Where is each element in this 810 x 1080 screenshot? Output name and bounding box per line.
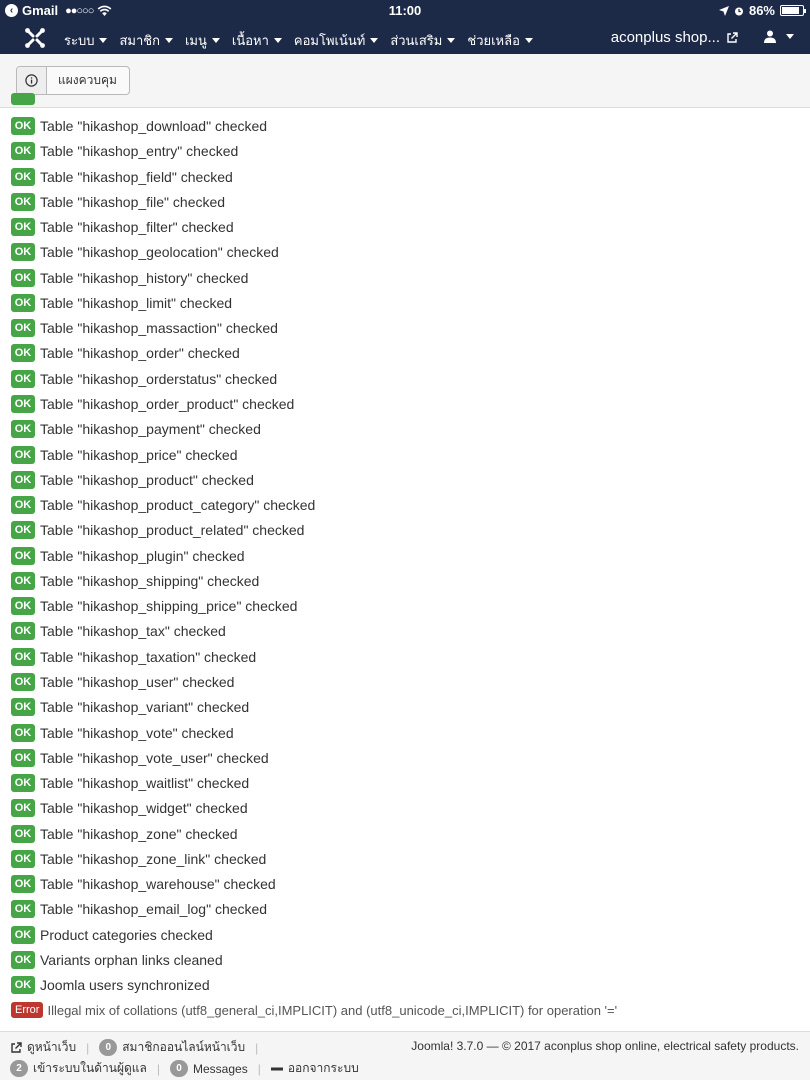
log-line	[11, 975, 210, 995]
battery-percent: 86%	[748, 3, 775, 18]
back-arrow-icon: ‹	[5, 4, 18, 17]
ok-badge	[11, 93, 35, 105]
ok-badge: OK	[11, 344, 35, 362]
log-message: Table "hikashop_field" checked	[40, 168, 233, 185]
log-line	[11, 141, 238, 161]
log-line	[11, 369, 277, 389]
log-message: Table "hikashop_shipping_price" checked	[40, 598, 298, 615]
menu-label: เนื้อหา	[231, 33, 269, 48]
caret-down-icon	[274, 38, 282, 43]
divider: |	[257, 1061, 261, 1076]
ok-badge: OK	[11, 446, 35, 464]
log-line	[11, 697, 249, 717]
ok-badge: OK	[11, 193, 35, 211]
logout-label: ออกจากระบบ	[287, 1061, 359, 1075]
log-message: Joomla users synchronized	[40, 977, 210, 994]
ok-badge: OK	[11, 825, 35, 843]
log-message: Table "hikashop_zone" checked	[40, 825, 238, 842]
menu-label: สมาชิก	[119, 33, 160, 48]
online-count-badge: 0	[99, 1039, 117, 1056]
log-message: Table "hikashop_warehouse" checked	[40, 876, 276, 893]
log-line	[11, 217, 234, 237]
log-line	[11, 419, 261, 439]
log-message: Illegal mix of collations (utf8_general_ci,IMPLICIT) and (utf8_unicode_ci,IMPLICIT) for operation '='	[47, 1002, 618, 1018]
log-message: Table "hikashop_history" checked	[40, 269, 249, 286]
ok-badge: OK	[11, 370, 35, 388]
site-link[interactable]	[611, 29, 738, 46]
joomla-logo-icon[interactable]	[24, 27, 46, 49]
view-site-label: ดูหน้าเว็บ	[27, 1040, 77, 1054]
messages-count-badge: 0	[170, 1060, 188, 1077]
log-line	[11, 318, 278, 338]
log-line	[11, 571, 259, 591]
divider: |	[156, 1061, 161, 1076]
menu-label: เมนู	[184, 33, 207, 48]
log-line	[11, 268, 248, 288]
log-message: Table "hikashop_filter" checked	[40, 219, 234, 236]
ok-badge: OK	[11, 698, 35, 716]
caret-down-icon	[525, 38, 533, 43]
log-message: Table "hikashop_price" checked	[40, 446, 238, 463]
log-message: Table "hikashop_plugin" checked	[40, 547, 245, 564]
ok-badge: OK	[11, 319, 35, 337]
log-message: Table "hikashop_vote_user" checked	[40, 749, 269, 766]
log-message: Product categories checked	[40, 926, 213, 943]
ok-badge: OK	[11, 269, 35, 287]
ios-status-bar	[0, 0, 810, 22]
ok-badge: OK	[11, 724, 35, 742]
log-line	[11, 470, 254, 490]
copyright: Joomla! 3.7.0 — © 2017 aconplus shop online, electrical safety products.	[411, 1039, 799, 1053]
ok-badge: OK	[11, 496, 35, 514]
log-message: Table "hikashop_product_category" checked	[40, 497, 316, 514]
log-message: Table "hikashop_entry" checked	[40, 143, 239, 160]
ok-badge: OK	[11, 850, 35, 868]
log-line	[11, 596, 297, 616]
menu-label: ส่วนเสริม	[390, 33, 443, 48]
user-menu[interactable]	[764, 30, 794, 43]
logout-link[interactable]	[271, 1059, 359, 1078]
menu-menus[interactable]	[185, 30, 220, 51]
menu-label: คอมโพเน้นท์	[293, 33, 366, 48]
log-message: Table "hikashop_user" checked	[40, 673, 235, 690]
admin-count-badge: 2	[10, 1060, 28, 1077]
log-line	[11, 647, 256, 667]
messages-link[interactable]	[170, 1060, 248, 1077]
log-line	[11, 445, 238, 465]
admin-navbar	[0, 22, 810, 54]
log-line	[11, 899, 267, 919]
log-message: Table "hikashop_file" checked	[40, 193, 226, 210]
error-badge: Error	[11, 1002, 43, 1018]
log-line	[11, 950, 223, 970]
menu-help[interactable]	[467, 30, 533, 51]
menu-system[interactable]	[64, 30, 107, 51]
battery-icon	[780, 5, 804, 16]
online-users[interactable]	[99, 1038, 245, 1057]
ok-badge: OK	[11, 243, 35, 261]
log-line	[11, 394, 294, 414]
ok-badge: OK	[11, 799, 35, 817]
log-line	[11, 849, 266, 869]
ok-badge: OK	[11, 117, 35, 135]
log-message: Table "hikashop_payment" checked	[40, 421, 261, 438]
clock: 11:00	[388, 3, 422, 18]
log-message: Table "hikashop_limit" checked	[40, 294, 233, 311]
ok-badge: OK	[11, 648, 35, 666]
menu-content[interactable]	[232, 30, 282, 51]
ok-badge: OK	[11, 749, 35, 767]
ok-badge: OK	[11, 572, 35, 590]
log-message: Table "hikashop_waitlist" checked	[40, 775, 250, 791]
site-name: aconplus shop...	[610, 29, 720, 46]
status-footer	[0, 1031, 810, 1080]
log-line-partial	[11, 89, 40, 109]
log-message: Table "hikashop_taxation" checked	[40, 648, 257, 665]
log-message: Table "hikashop_geolocation" checked	[40, 244, 279, 261]
menu-label: ระบบ	[64, 33, 95, 48]
location-arrow-icon	[719, 6, 729, 16]
menu-components[interactable]	[294, 30, 378, 51]
log-line	[11, 546, 245, 566]
log-message: Table "hikashop_widget" checked	[40, 800, 248, 817]
ok-badge: OK	[11, 142, 35, 160]
admin-users[interactable]	[10, 1059, 147, 1078]
caret-down-icon	[99, 38, 107, 43]
caret-down-icon	[786, 34, 794, 39]
divider: |	[86, 1040, 90, 1055]
toolbar	[0, 54, 810, 108]
back-app-label: Gmail	[22, 3, 59, 18]
minus-icon	[271, 1063, 283, 1075]
online-label: สมาชิกออนไลน์หน้าเว็บ	[122, 1040, 246, 1054]
log-message: Table "hikashop_vote" checked	[40, 724, 234, 741]
ok-badge: OK	[11, 420, 35, 438]
ok-badge: OK	[11, 471, 35, 489]
log-line	[11, 798, 248, 818]
caret-down-icon	[370, 38, 378, 43]
log-message: Table "hikashop_download" checked	[40, 118, 268, 134]
ok-badge: OK	[11, 622, 35, 640]
log-message: Table "hikashop_shipping" checked	[40, 572, 260, 589]
log-line	[11, 1000, 617, 1020]
view-site-link[interactable]	[10, 1038, 76, 1057]
log-line	[11, 773, 249, 793]
log-line	[11, 116, 267, 136]
caret-down-icon	[165, 38, 173, 43]
control-panel-label: แผงควบคุม	[58, 73, 117, 87]
log-line	[11, 748, 269, 768]
log-line	[11, 343, 240, 363]
external-link-icon	[10, 1042, 22, 1054]
ok-badge: OK	[11, 294, 35, 312]
ok-badge: OK	[11, 395, 35, 413]
alarm-icon	[734, 6, 744, 16]
log-line	[11, 520, 304, 540]
log-message: Table "hikashop_variant" checked	[40, 699, 250, 716]
ok-badge: OK	[11, 547, 35, 565]
log-line	[11, 167, 233, 187]
log-message: Table "hikashop_order_product" checked	[40, 396, 295, 412]
log-line	[11, 242, 279, 262]
caret-down-icon	[212, 38, 220, 43]
log-line	[11, 874, 276, 894]
menu-users[interactable]	[119, 30, 173, 51]
log-message: Table "hikashop_tax" checked	[40, 623, 226, 640]
menu-extensions[interactable]	[390, 30, 455, 51]
log-message: Table "hikashop_zone_link" checked	[40, 850, 267, 867]
external-link-icon	[726, 32, 738, 44]
ok-badge: OK	[11, 976, 35, 994]
ok-badge: OK	[11, 875, 35, 893]
log-line	[11, 723, 234, 743]
ok-badge: OK	[11, 926, 35, 944]
main-menu	[64, 30, 533, 51]
log-line	[11, 824, 238, 844]
log-message: Table "hikashop_product" checked	[40, 471, 254, 488]
log-message: Table "hikashop_product_related" checked	[40, 522, 305, 539]
log-message: Table "hikashop_email_log" checked	[40, 901, 268, 918]
ok-badge: OK	[11, 168, 35, 186]
log-line	[11, 925, 213, 945]
user-icon	[764, 30, 776, 43]
divider: |	[255, 1040, 259, 1055]
signal-strength-icon: ●●○○○	[65, 4, 94, 17]
log-line	[11, 495, 315, 515]
ok-badge: OK	[11, 900, 35, 918]
log-line	[11, 293, 232, 313]
log-line	[11, 621, 226, 641]
log-message: Table "hikashop_massaction" checked	[40, 320, 278, 337]
ok-badge: OK	[11, 521, 35, 539]
log-line	[11, 672, 234, 692]
ok-badge: OK	[11, 218, 35, 236]
admin-label: เข้าระบบในด้านผู้ดูแล	[33, 1061, 147, 1075]
caret-down-icon	[447, 38, 455, 43]
messages-label: Messages	[193, 1061, 248, 1076]
menu-label: ช่วยเหลือ	[467, 33, 520, 48]
log-message: Table "hikashop_order" checked	[40, 345, 240, 362]
log-message: Variants orphan links cleaned	[40, 951, 223, 968]
ok-badge: OK	[11, 673, 35, 691]
log-line	[11, 192, 225, 212]
log-message: Table "hikashop_orderstatus" checked	[40, 370, 278, 387]
ok-badge: OK	[11, 951, 35, 969]
ok-badge: OK	[11, 597, 35, 615]
ok-badge: OK	[11, 774, 35, 792]
